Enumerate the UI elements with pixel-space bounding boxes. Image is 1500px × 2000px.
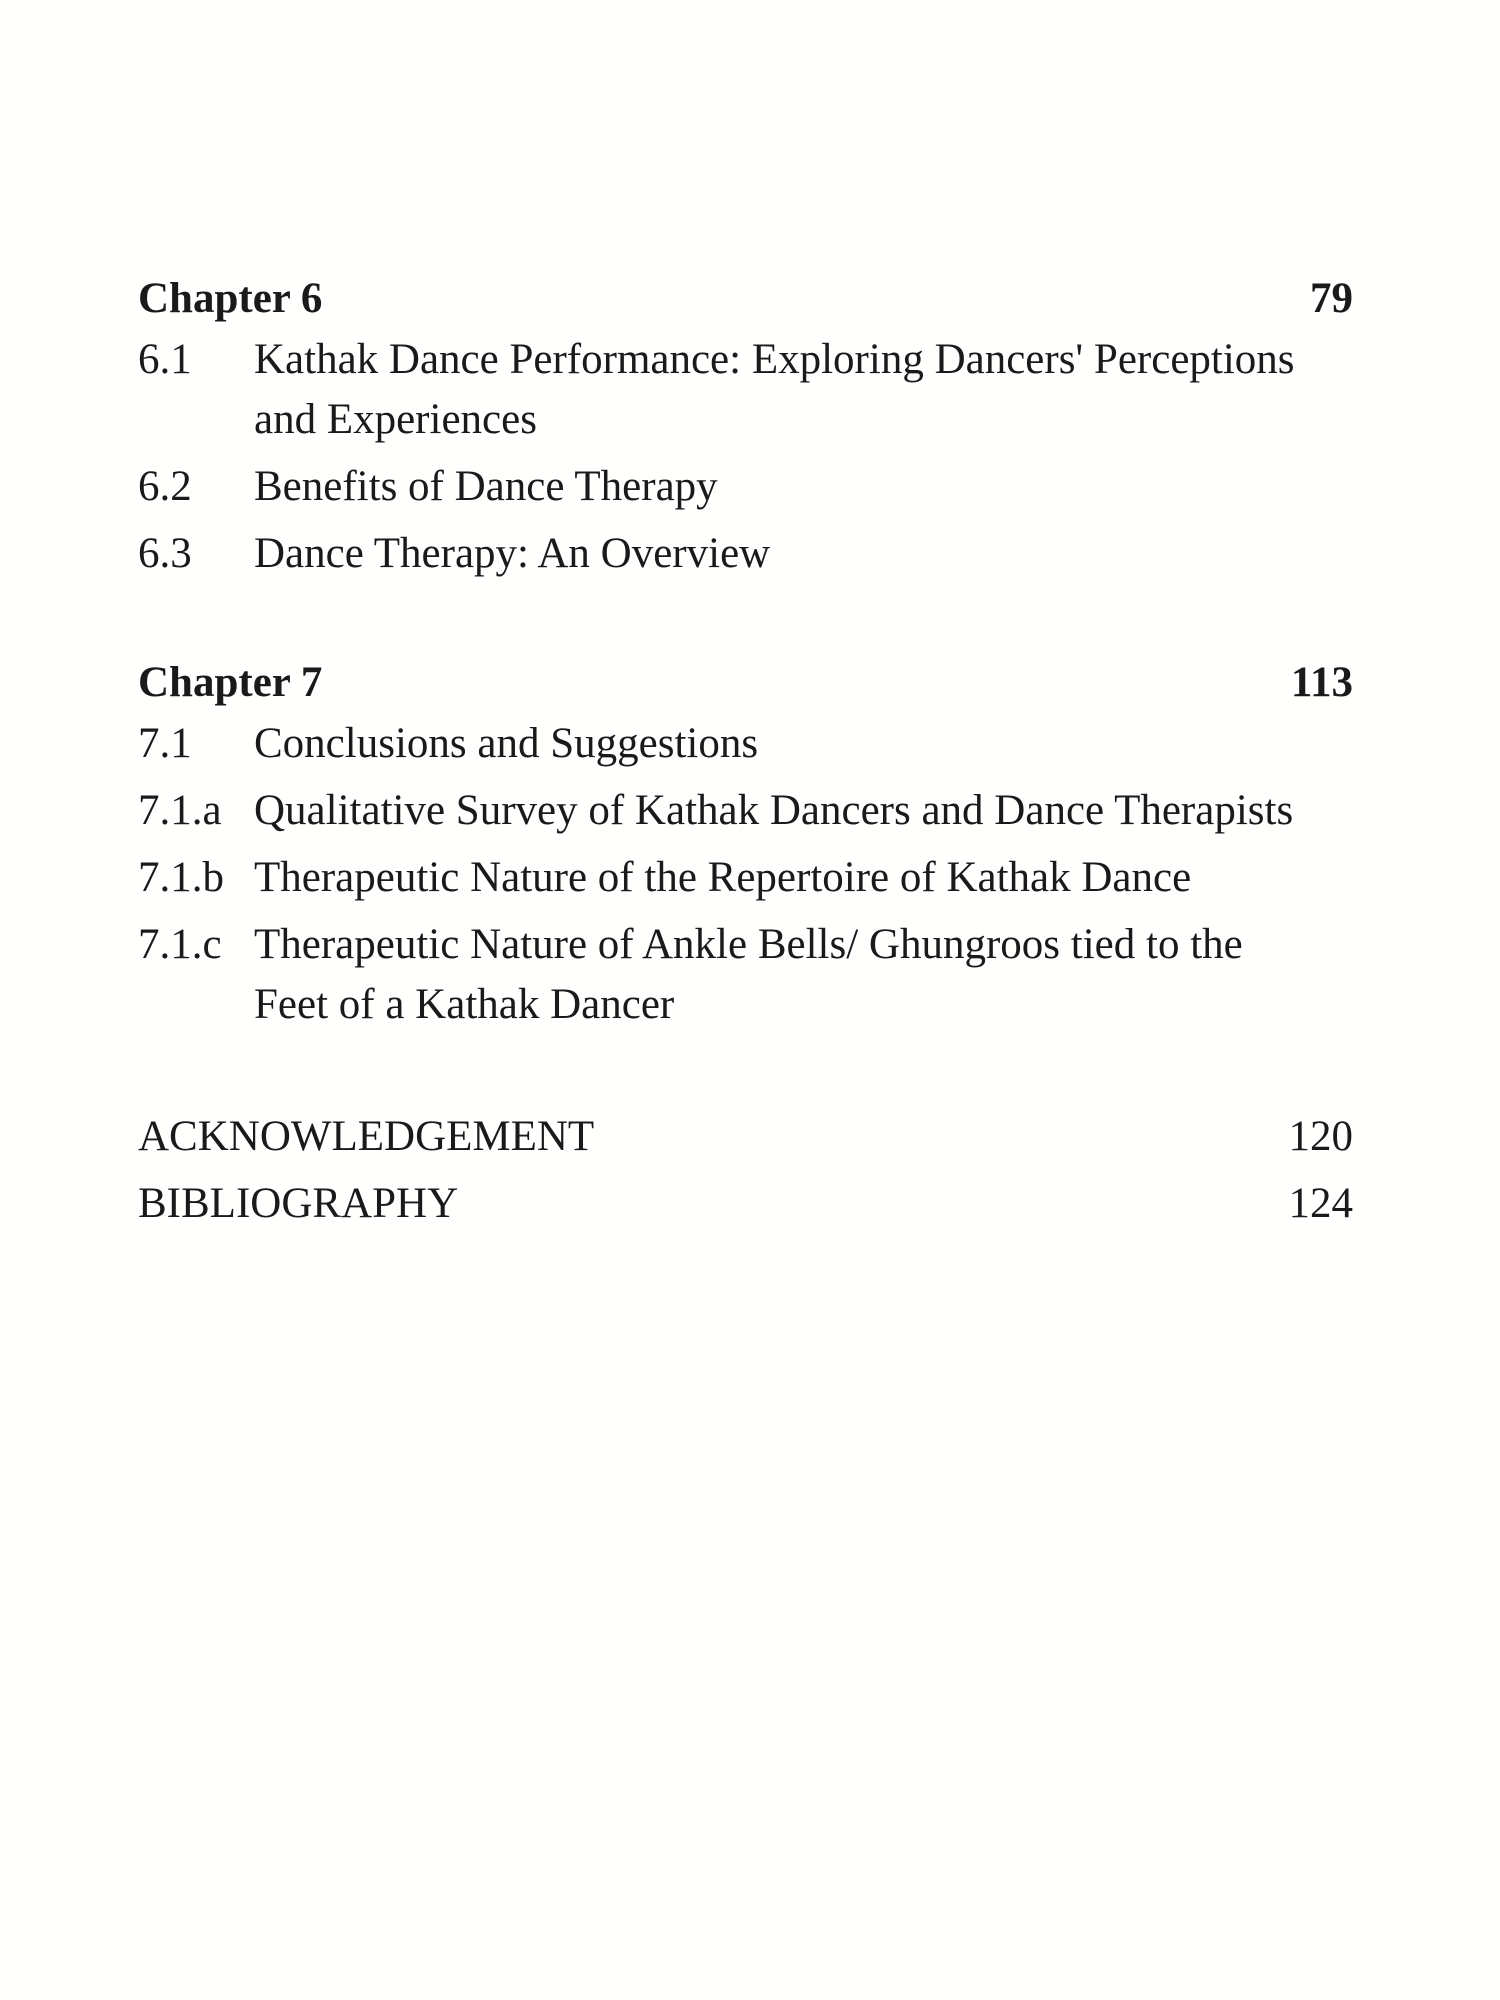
entry-title-line: and Experiences (254, 396, 537, 443)
entry-number: 7.1.b (138, 854, 224, 901)
back-matter-row (138, 1170, 1353, 1237)
entry-title-line: Kathak Dance Performance: Exploring Dancers' Perceptions (254, 336, 1295, 383)
toc-entry (138, 915, 1408, 1035)
entry-title-line: Dance Therapy: An Overview (254, 530, 771, 577)
chapter-6-block (138, 268, 1408, 584)
entry-number: 6.2 (138, 463, 192, 510)
chapter-heading (138, 652, 1353, 714)
entry-title-line: Qualitative Survey of Kathak Dancers and Dance Therapists (254, 787, 1294, 834)
entry-title (254, 330, 1404, 450)
entry-number: 7.1 (138, 720, 192, 767)
chapter-page-number: 79 (1310, 275, 1353, 322)
back-matter-page-number: 124 (1288, 1180, 1353, 1227)
entry-number: 6.3 (138, 530, 192, 577)
back-matter-title: BIBLIOGRAPHY (138, 1180, 459, 1227)
entry-number: 7.1.a (138, 787, 222, 834)
table-of-contents (138, 268, 1408, 1237)
entry-title-line: Therapeutic Nature of Ankle Bells/ Ghungroos tied to the (254, 921, 1243, 968)
entry-title-line: Conclusions and Suggestions (254, 720, 759, 767)
entry-title-line: Feet of a Kathak Dancer (254, 981, 675, 1028)
toc-entry (138, 524, 1408, 584)
entry-number: 6.1 (138, 336, 192, 383)
back-matter-row (138, 1103, 1353, 1170)
back-matter (138, 1103, 1353, 1237)
toc-entry (138, 330, 1408, 450)
chapter-7-block (138, 652, 1408, 1035)
chapter-title: Chapter 6 (138, 275, 323, 322)
back-matter-page-number: 120 (1288, 1113, 1353, 1160)
entry-title (254, 915, 1404, 1035)
chapter-title: Chapter 7 (138, 659, 323, 706)
entry-number: 7.1.c (138, 921, 222, 968)
entry-title-line: Benefits of Dance Therapy (254, 463, 718, 510)
entry-title (254, 714, 1404, 774)
chapter-page-number: 113 (1290, 659, 1353, 706)
entry-title (254, 781, 1404, 841)
chapter-heading (138, 268, 1353, 330)
entry-title (254, 457, 1404, 517)
entry-title (254, 848, 1404, 908)
entry-title (254, 524, 1404, 584)
toc-entry (138, 781, 1408, 841)
entry-title-line: Therapeutic Nature of the Repertoire of Kathak Dance (254, 854, 1192, 901)
toc-entry (138, 714, 1408, 774)
back-matter-title: ACKNOWLEDGEMENT (138, 1113, 595, 1160)
toc-entry (138, 457, 1408, 517)
toc-entry (138, 848, 1408, 908)
